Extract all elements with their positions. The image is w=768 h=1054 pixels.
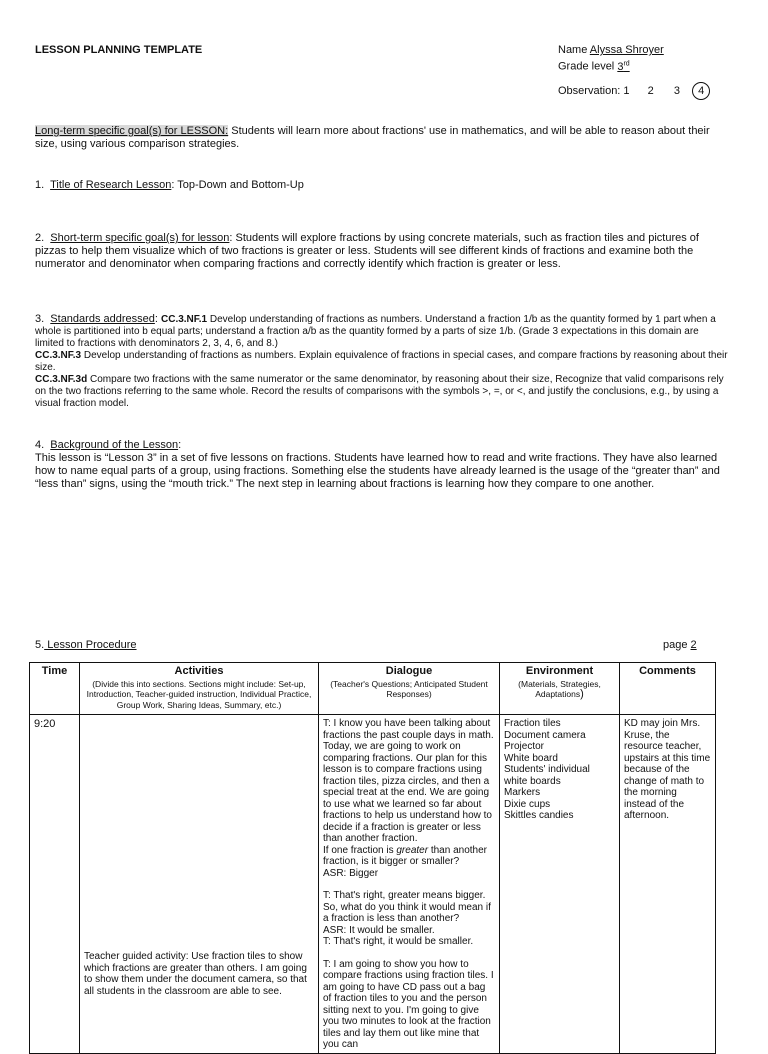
table-header-row	[30, 663, 716, 715]
header-time: Time	[30, 663, 80, 715]
material-item: Document camera	[504, 729, 586, 741]
grade-level: Grade level 3rd	[558, 60, 630, 73]
row-environment	[500, 715, 620, 1054]
material-item: Markers	[504, 787, 541, 798]
grade-value: 3rd	[617, 60, 630, 73]
long-term-goal: Long-term specific goal(s) for LESSON: Students will learn more about fractions' use in mathematics, and will be able to reason about their size, using various comparison strategies.	[35, 125, 710, 150]
section-short-term-goal: 2. Short-term specific goal(s) for lesson: Students will explore fractions by using concrete materials, such as fraction tiles and pictures of pizzas to help them visualize which of two fractions is greater or less. Students will see different kinds of fractions and examine both the numerator and denominator when comparing fractions and correctly identify which fraction is greater or less.	[35, 232, 699, 270]
section-title: 1. Title of Research Lesson: Top-Down and Bottom-Up	[35, 179, 304, 191]
material-item: Dixie cups	[504, 798, 551, 810]
lesson-procedure-table	[29, 662, 716, 1054]
row-time: 9:20	[30, 715, 80, 1054]
section-lesson-procedure: 5. Lesson Procedure	[35, 639, 137, 651]
standard-code: CC.3.NF.3	[35, 350, 82, 361]
table-row	[30, 715, 716, 1054]
row-dialogue: T: I know you have been talking about fractions the past couple days in math. Today, we are going to work on comparing fractions. Our plan for this lesson is to compare fractions using fraction tiles, pizza circles, and then a special treat at the end. We are going to use what we learned so far about fractions to help us understand how to decide if a fraction is greater or less than another fraction. If one fraction is greater than another fraction, is it bigger or smaller? ASR: Bigger T: That's right, greater means bigger. So, what do you think it would mean if a fraction is less than another? ASR: It would be smaller. T: That's right, it would be smaller. T: I am going to show you how to compare fractions using fraction tiles. I am going to have CD pass out a bag of fraction tiles to you and the person sitting next to you. I'm going to give you two minutes to look at the fraction tiles and lay them out like mine that you can	[319, 715, 500, 1054]
selected-observation: 4	[692, 82, 710, 100]
standard-code: CC.3.NF.1	[161, 314, 208, 325]
row-comments: KD may join Mrs. Kruse, the resource teacher, upstairs at this time because of the change of math to the morning instead of the afternoon.	[620, 715, 716, 1054]
document-title: LESSON PLANNING TEMPLATE	[35, 44, 203, 56]
material-item: Projector	[504, 741, 545, 752]
material-item: White board	[504, 752, 558, 764]
header-activities: Activities (Divide this into sections. Sections might include: Set-up, Introduction, Teacher-guided instruction, Individual Practice, Group Work, Sharing Ideas, Summary, etc.)	[80, 663, 319, 715]
row-activity: Teacher guided activity: Use fraction tiles to show which fractions are greater than others. I am going to show them under the document camera, so that all students in the classroom are able to see.	[80, 715, 319, 1054]
material-item: Fraction tiles	[504, 718, 561, 729]
material-item: Students' individual white boards	[504, 764, 590, 787]
observation: Observation: 1 2 3 4	[558, 82, 710, 100]
page-number: page 2	[663, 639, 697, 651]
section-background: 4. Background of the Lesson: This lesson is “Lesson 3” in a set of five lessons on fractions. Students have learned how to read and write fractions. They have also learned how to name equal parts of a group, using fractions. Something else the students have already learned is the usage of the “greater than” and “less than” signs, using the “mouth trick.” The next step in learning about fractions is learning how they compare to one another.	[35, 439, 720, 490]
standard-code: CC.3.NF.3d	[35, 374, 88, 385]
header-dialogue: Dialogue (Teacher's Questions; Anticipated Student Responses)	[319, 663, 500, 715]
material-item: Skittles candies	[504, 810, 574, 821]
section-standards: 3. Standards addressed: CC.3.NF.1 Develop understanding of fractions as numbers. Understand a fraction 1/b as the quantity formed by 1 part when a whole is partitioned into b equal parts; understand a fraction a/b as the quantity formed by a parts of size 1/b. (Grade 3 expectations in this domain are limited to fractions with denominators 2, 3, 4, 6, and 8.) CC.3.NF.3 Develop understanding of fractions as numbers. Explain equivalence of fractions in special cases, and compare fractions by reasoning about their size. CC.3.NF.3d Compare two fractions with the same numerator or the same denominator, by reasoning about their size, Recognize that valid comparisons rely on the two fractions referring to the same whole. Record the results of comparisons with the symbols >, =, or <, and justify the conclusions, e.g., by using a visual fraction model.	[35, 313, 728, 409]
name-value: Alyssa Shroyer	[589, 44, 664, 56]
student-name: Name Alyssa Shroyer	[558, 44, 664, 56]
header-comments: Comments	[620, 663, 716, 715]
header-environment: Environment (Materials, Strategies, Adaptations)	[500, 663, 620, 715]
